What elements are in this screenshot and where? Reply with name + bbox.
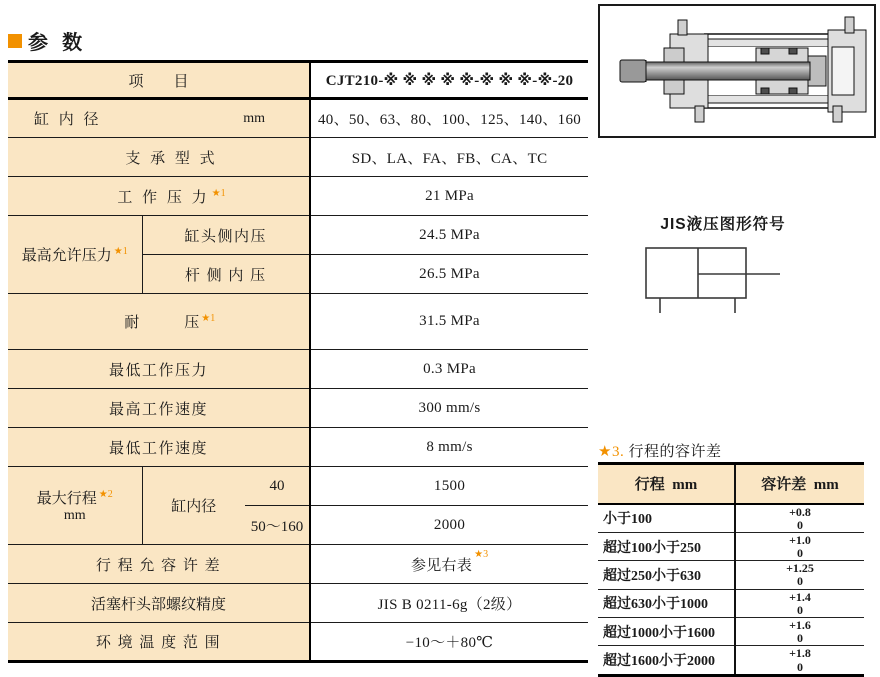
footnote-star: ★1 bbox=[211, 187, 226, 199]
table-row-ambient-temperature bbox=[8, 623, 588, 662]
row-group-label: 最大行程 $^{★2}$ mm bbox=[8, 467, 142, 545]
cylinder-drawing-box bbox=[598, 4, 876, 138]
sub-row-label: 杆 侧 内 压 bbox=[142, 255, 310, 294]
footnote-star: ★2 bbox=[98, 489, 113, 500]
table-row-max-speed bbox=[8, 389, 588, 428]
row-label: 支 承 型 式 bbox=[8, 138, 310, 177]
table-row-min-speed bbox=[8, 428, 588, 467]
row-unit: mm bbox=[63, 508, 86, 523]
sub-group-label: 缸内径 bbox=[142, 467, 245, 545]
tolerance-row: 超过1000小于1600 +1.6 0 bbox=[598, 618, 864, 646]
table-row-max-stroke bbox=[8, 467, 588, 506]
row-value: JIS B 0211-6g（2级） bbox=[310, 584, 588, 623]
sub-row-value: 24.5 MPa bbox=[310, 216, 588, 255]
cylinder-cutaway-drawing bbox=[600, 6, 874, 136]
row-value: SD、LA、FA、FB、CA、TC bbox=[310, 138, 588, 177]
row-unit: mm bbox=[243, 110, 266, 126]
table-row-stroke-tolerance bbox=[8, 545, 588, 584]
jis-hydraulic-symbol bbox=[613, 238, 833, 318]
sub-row-label: 40 bbox=[245, 467, 310, 506]
tolerance-row: 小于100 +0.8 0 bbox=[598, 504, 864, 533]
table-row-working-pressure bbox=[8, 177, 588, 216]
row-label: 环 境 温 度 范 围 bbox=[8, 623, 310, 662]
row-value: 40、50、63、80、100、125、140、160 bbox=[310, 99, 588, 138]
tolerance-row: 超过1600小于2000 +1.8 0 bbox=[598, 646, 864, 675]
row-value: 31.5 MPa bbox=[310, 294, 588, 350]
jis-symbol-title: JIS液压图形符号 bbox=[660, 216, 786, 233]
row-label: 工 作 压 力 bbox=[117, 189, 210, 206]
sub-row-value: 26.5 MPa bbox=[310, 255, 588, 294]
footnote-star: ★3. bbox=[598, 444, 625, 460]
model-column-header: CJT210-※ ※ ※ ※ ※-※ ※ ※-※-20 bbox=[310, 62, 588, 99]
footnote-star: ★3 bbox=[474, 548, 489, 560]
row-label: 行 程 允 容 许 差 bbox=[8, 545, 310, 584]
tolerance-row: 超过100小于250 +1.0 0 bbox=[598, 532, 864, 560]
table-row-proof-pressure bbox=[8, 294, 588, 350]
row-label: 耐 压 bbox=[124, 315, 200, 331]
table-row-thread-precision bbox=[8, 584, 588, 623]
table-row-min-working-pressure bbox=[8, 350, 588, 389]
sub-row-value: 1500 bbox=[310, 467, 588, 506]
row-label: 最低工作压力 bbox=[8, 350, 310, 389]
section-title-text: 参 数 bbox=[28, 32, 84, 54]
footnote-star: ★1 bbox=[113, 246, 128, 257]
row-label: 缸 内 径 bbox=[34, 112, 102, 128]
parameters-table bbox=[8, 60, 588, 663]
row-value: 21 MPa bbox=[310, 177, 588, 216]
tolerance-row: 超过250小于630 +1.25 0 bbox=[598, 561, 864, 589]
row-label: 活塞杆头部螺纹精度 bbox=[8, 584, 310, 623]
sub-row-label: 缸头侧内压 bbox=[142, 216, 310, 255]
tolerance-table bbox=[598, 462, 864, 677]
footnote-star: ★1 bbox=[201, 313, 216, 324]
tolerance-table-title: ★3. 行程的容许差 bbox=[598, 444, 722, 460]
tolerance-column-header: 容许差 mm bbox=[735, 464, 864, 504]
row-value: −10～＋80℃ bbox=[310, 623, 588, 662]
row-label: 最高工作速度 bbox=[8, 389, 310, 428]
item-column-header: 项 目 bbox=[8, 62, 310, 99]
table-header-row bbox=[8, 62, 588, 99]
row-value: 0.3 MPa bbox=[310, 350, 588, 389]
row-value: 参见右表$^{★3}$ bbox=[310, 545, 588, 584]
sub-row-value: 2000 bbox=[310, 506, 588, 545]
row-value: 300 mm/s bbox=[310, 389, 588, 428]
tolerance-row: 超过630小于1000 +1.4 0 bbox=[598, 589, 864, 617]
table-row-mounting bbox=[8, 138, 588, 177]
section-marker-icon bbox=[8, 34, 22, 48]
tolerance-header-row bbox=[598, 464, 864, 504]
row-label: 最低工作速度 bbox=[8, 428, 310, 467]
table-row-max-allowable-pressure bbox=[8, 216, 588, 255]
sub-row-label: 50～160 bbox=[245, 506, 310, 545]
section-title bbox=[8, 26, 83, 55]
row-group-label: 最高允许压力 $^{★1}$ bbox=[8, 216, 142, 294]
table-row-bore bbox=[8, 99, 588, 138]
row-value: 8 mm/s bbox=[310, 428, 588, 467]
stroke-column-header: 行程 mm bbox=[598, 464, 735, 504]
